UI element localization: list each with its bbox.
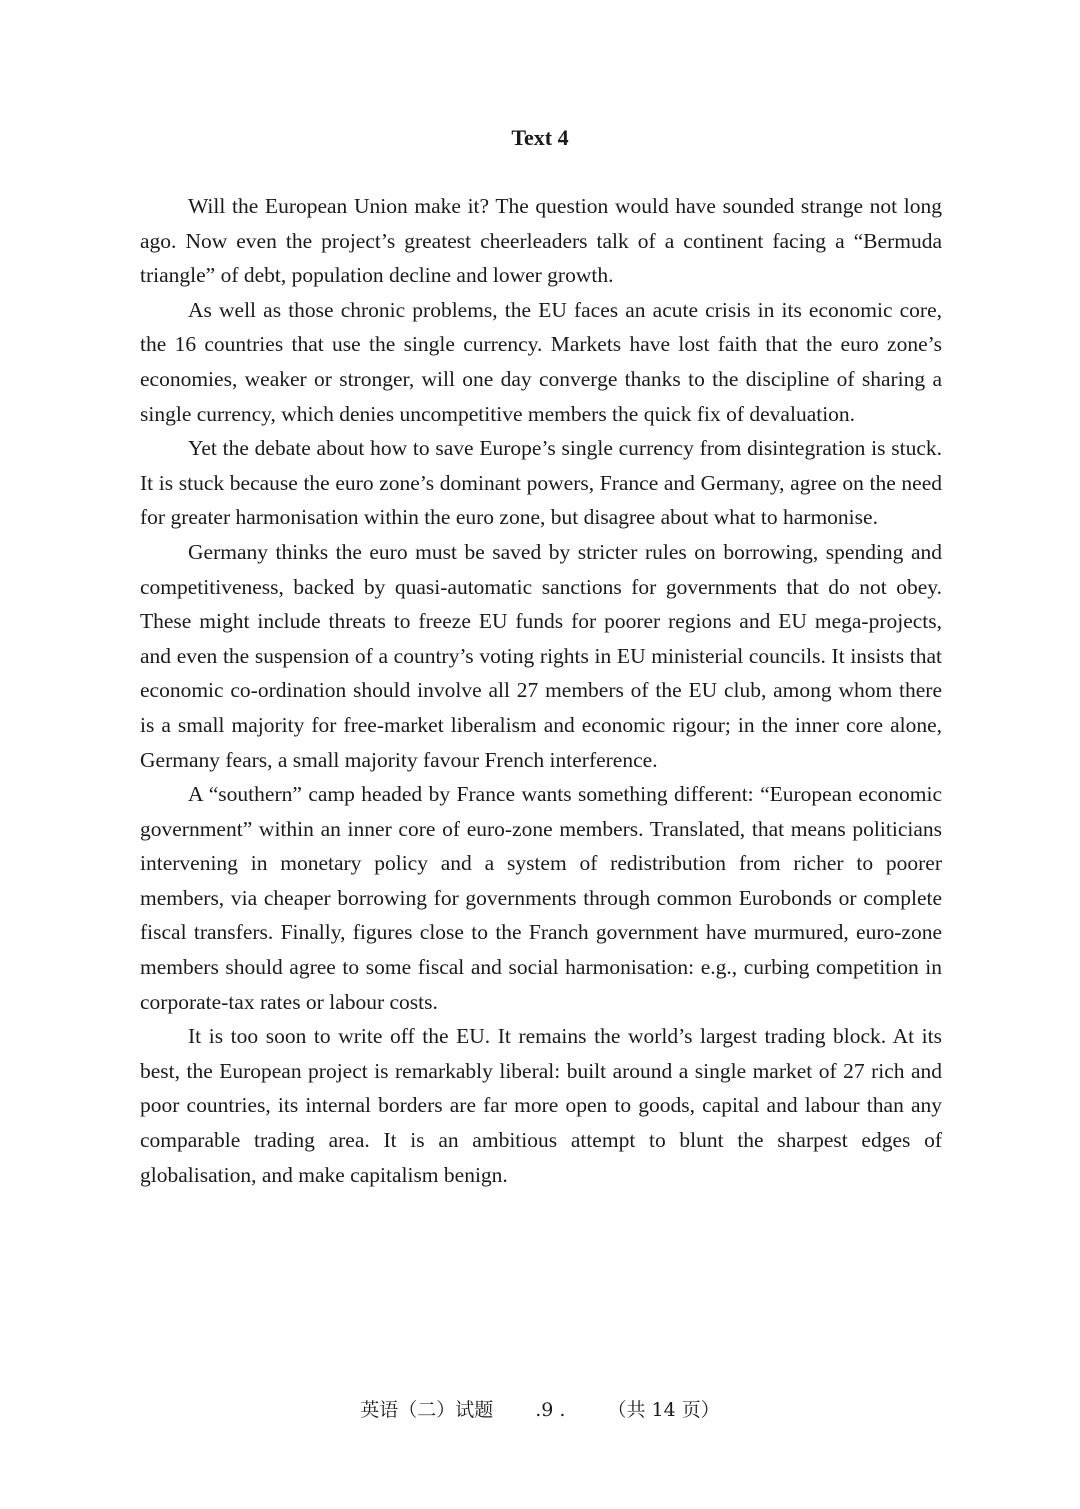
paragraph-1: Will the European Union make it? The question would have sounded strange not long ago. Now even the project’s greatest cheerleaders talk of a continent facing a “Bermuda triangle” of debt, population decline and lower growth. (140, 194, 942, 288)
paragraph-4: Germany thinks the euro must be saved by stricter rules on borrowing, spending and competitiveness, backed by quasi-automatic sanctions for governments that do not obey. These might include threats to freeze EU funds for poorer regions and EU mega-projects, and even the suspension of a country’s voting rights in EU ministerial councils. It insists that economic co-ordination should involve all 27 members of the EU club, among whom there is a small majority for free-market liberalism and economic rigour; in the inner core alone, Germany fears, a small majority favour French interference. (140, 539, 942, 772)
page-title: Text 4 (511, 125, 569, 150)
page-footer (0, 1395, 1080, 1425)
footer-subject: 英语（二）试题 (360, 1399, 494, 1421)
paragraph-2: As well as those chronic problems, the EU faces an acute crisis in its economic core, the 16 countries that use the single currency. Markets have lost faith that the euro zone’s economies, weaker or stronger, will one day converge thanks to the discipline of sharing a single currency, which denies uncompetitive members the quick fix of devaluation. (140, 297, 942, 426)
paragraph-3: Yet the debate about how to save Europe’s single currency from disintegration is stuck. It is stuck because the euro zone’s dominant powers, France and Germany, agree on the need for greater harmonisation within the euro zone, but disagree about what to harmonise. (140, 436, 942, 530)
footer-total-pages: （共 14 页） (607, 1399, 720, 1421)
paragraph-5: A “southern” camp headed by France wants something different: “European economic government” within an inner core of euro-zone members. Translated, that means politicians intervening in monetary policy and a system of redistribution from richer to poorer members, via cheaper borrowing for governments through common Eurobonds or complete fiscal transfers. Finally, figures close to the Franch government have murmured, euro-zone members should agree to some fiscal and social harmonisation: e.g., curbing competition in corporate-tax rates or labour costs. (140, 782, 942, 1014)
footer-page-number: .9 . (535, 1399, 566, 1421)
text-body (140, 189, 942, 1192)
paragraph-6: It is too soon to write off the EU. It remains the world’s largest trading block. At its best, the European project is remarkably liberal: built around a single market of 27 rich and poor countries, its internal borders are far more open to goods, capital and labour than any comparable trading area. It is an ambitious attempt to blunt the sharpest edges of globalisation, and make capitalism benign. (140, 1024, 942, 1187)
